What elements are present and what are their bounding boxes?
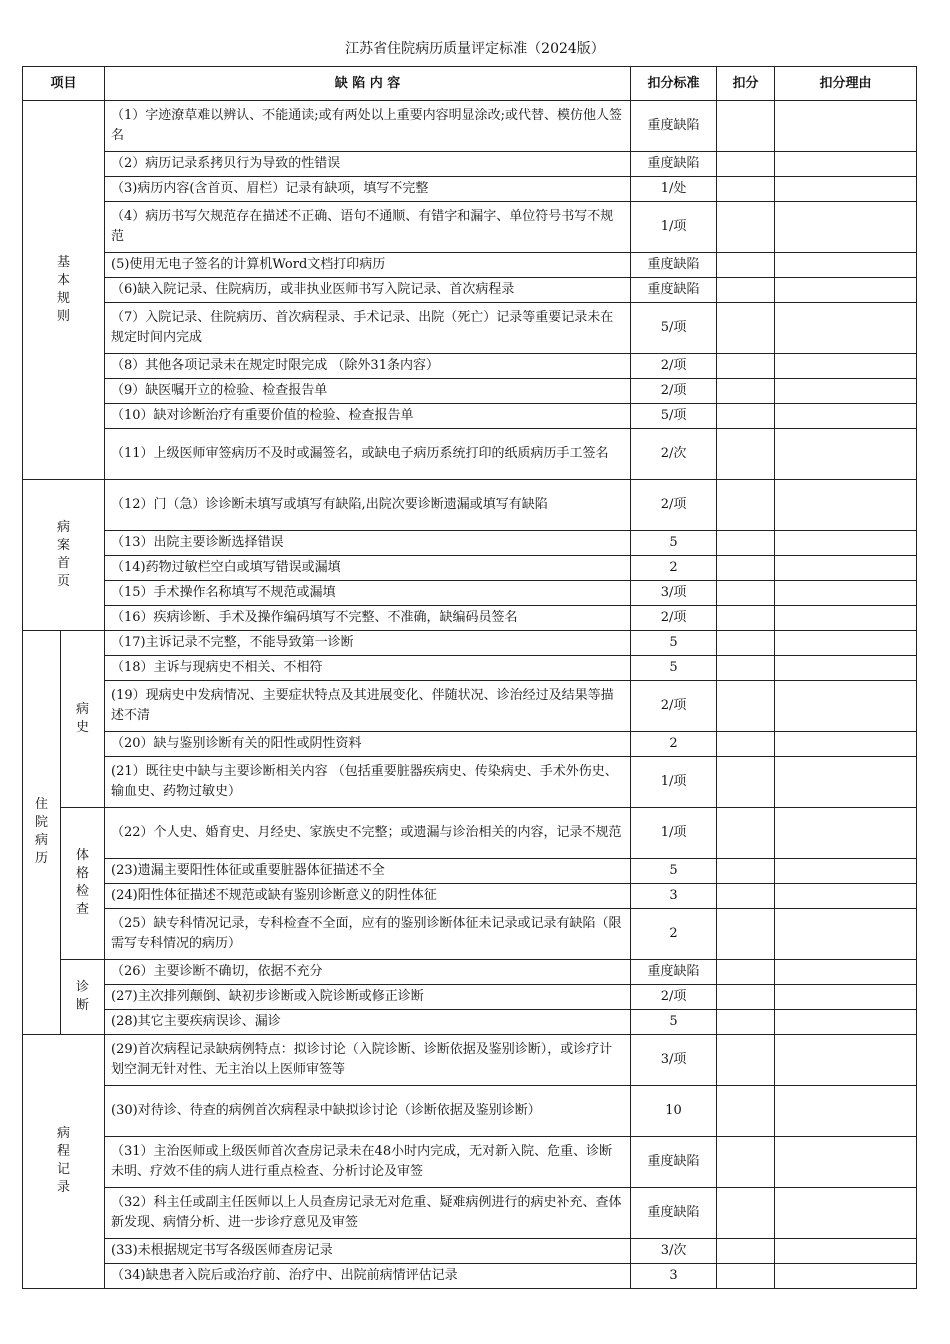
deduction-standard: 3	[631, 1264, 717, 1289]
deduction-score-cell[interactable]	[717, 253, 775, 278]
deduction-standard: 5/项	[631, 303, 717, 354]
deduction-reason-cell[interactable]	[775, 556, 917, 581]
deduction-reason-cell[interactable]	[775, 859, 917, 884]
deduction-score-cell[interactable]	[717, 985, 775, 1010]
deduction-score-cell[interactable]	[717, 581, 775, 606]
deduction-standard: 重度缺陷	[631, 278, 717, 303]
table-row	[23, 1239, 917, 1264]
defect-content: （13）出院主要诊断选择错误	[105, 531, 631, 556]
deduction-standard: 重度缺陷	[631, 1188, 717, 1239]
deduction-reason-cell[interactable]	[775, 202, 917, 253]
deduction-reason-cell[interactable]	[775, 631, 917, 656]
deduction-standard: 2	[631, 732, 717, 757]
deduction-reason-cell[interactable]	[775, 656, 917, 681]
deduction-standard: 重度缺陷	[631, 101, 717, 152]
deduction-reason-cell[interactable]	[775, 732, 917, 757]
table-row	[23, 985, 917, 1010]
table-row	[23, 1035, 917, 1086]
table-row	[23, 101, 917, 152]
deduction-standard: 2/项	[631, 480, 717, 531]
deduction-standard: 重度缺陷	[631, 253, 717, 278]
group-inpatient-record-label: 住院病历	[34, 797, 48, 866]
deduction-reason-cell[interactable]	[775, 884, 917, 909]
deduction-score-cell[interactable]	[717, 101, 775, 152]
defect-content: （31）主治医师或上级医师首次查房记录未在48小时内完成，无对新入院、危重、诊断未明、疗效不佳的病人进行重点检查、分析讨论及审签	[105, 1137, 631, 1188]
deduction-standard: 5	[631, 531, 717, 556]
deduction-score-cell[interactable]	[717, 656, 775, 681]
deduction-score-cell[interactable]	[717, 531, 775, 556]
deduction-score-cell[interactable]	[717, 732, 775, 757]
deduction-standard: 5	[631, 656, 717, 681]
deduction-score-cell[interactable]	[717, 606, 775, 631]
deduction-standard: 1/项	[631, 808, 717, 859]
deduction-score-cell[interactable]	[717, 379, 775, 404]
group-diagnosis-label: 诊断	[75, 979, 89, 1013]
deduction-standard: 2/项	[631, 354, 717, 379]
defect-content: （4）病历书写欠规范存在描述不正确、语句不通顺、有错字和漏字、单位符号书写不规范	[105, 202, 631, 253]
defect-content: （14)药物过敏栏空白或填写错误或漏填	[105, 556, 631, 581]
deduction-reason-cell[interactable]	[775, 1086, 917, 1137]
deduction-standard: 3/项	[631, 581, 717, 606]
deduction-score-cell[interactable]	[717, 631, 775, 656]
table-row	[23, 303, 917, 354]
deduction-reason-cell[interactable]	[775, 1264, 917, 1289]
deduction-score-cell[interactable]	[717, 1086, 775, 1137]
group-history-label: 病史	[75, 701, 89, 735]
deduction-standard: 10	[631, 1086, 717, 1137]
defect-content: （9）缺医嘱开立的检验、检查报告单	[105, 379, 631, 404]
table-row	[23, 531, 917, 556]
deduction-score-cell[interactable]	[717, 1264, 775, 1289]
header-content: 缺 陷 内 容	[105, 67, 631, 101]
group-course-record-label: 病程记录	[56, 1126, 70, 1195]
table-row	[23, 1137, 917, 1188]
defect-content: （16）疾病诊断、手术及操作编码填写不完整、不准确，缺编码员签名	[105, 606, 631, 631]
defect-content: （22）个人史、婚育史、月经史、家族史不完整；或遗漏与诊治相关的内容，记录不规范	[105, 808, 631, 859]
table-row	[23, 732, 917, 757]
group-course-record	[23, 1035, 105, 1289]
defect-content: (30)对待诊、待查的病例首次病程录中缺拟诊讨论（诊断依据及鉴别诊断）	[105, 1086, 631, 1137]
defect-content: (23)遗漏主要阳性体征或重要脏器体征描述不全	[105, 859, 631, 884]
group-basic-rules-label: 基本规则	[56, 254, 70, 324]
deduction-reason-cell[interactable]	[775, 429, 917, 480]
group-physical-exam-label: 体格检查	[75, 848, 89, 917]
deduction-score-cell[interactable]	[717, 1035, 775, 1086]
defect-content: (24)阳性体征描述不规范或缺有鉴别诊断意义的阴性体征	[105, 884, 631, 909]
deduction-standard: 5	[631, 1010, 717, 1035]
deduction-standard: 重度缺陷	[631, 960, 717, 985]
deduction-reason-cell[interactable]	[775, 757, 917, 808]
deduction-score-cell[interactable]	[717, 1188, 775, 1239]
deduction-standard: 2/项	[631, 985, 717, 1010]
deduction-standard: 2/次	[631, 429, 717, 480]
deduction-standard: 2/项	[631, 606, 717, 631]
deduction-reason-cell[interactable]	[775, 253, 917, 278]
deduction-score-cell[interactable]	[717, 859, 775, 884]
deduction-score-cell[interactable]	[717, 429, 775, 480]
defect-content: (5)使用无电子签名的计算机Word文档打印病历	[105, 253, 631, 278]
deduction-reason-cell[interactable]	[775, 379, 917, 404]
deduction-standard: 2	[631, 556, 717, 581]
deduction-score-cell[interactable]	[717, 556, 775, 581]
defect-content: （6)缺入院记录、住院病历，或非执业医师书写入院记录、首次病程录	[105, 278, 631, 303]
table-row	[23, 202, 917, 253]
table-row	[23, 429, 917, 480]
table-row	[23, 606, 917, 631]
deduction-reason-cell[interactable]	[775, 303, 917, 354]
deduction-score-cell[interactable]	[717, 909, 775, 960]
deduction-reason-cell[interactable]	[775, 1137, 917, 1188]
defect-content: （10）缺对诊断治疗有重要价值的检验、检查报告单	[105, 404, 631, 429]
group-inpatient-record	[23, 631, 61, 1035]
deduction-reason-cell[interactable]	[775, 606, 917, 631]
group-front-page	[23, 480, 105, 631]
table-row	[23, 354, 917, 379]
defect-content: (33)未根据规定书写各级医师查房记录	[105, 1239, 631, 1264]
defect-content: （15）手术操作名称填写不规范或漏填	[105, 581, 631, 606]
deduction-standard: 1/处	[631, 177, 717, 202]
defect-content: (29)首次病程记录缺病例特点：拟诊讨论（入院诊断、诊断依据及鉴别诊断），或诊疗计划空洞无针对性、无主治以上医师审签等	[105, 1035, 631, 1086]
group-history	[61, 631, 105, 808]
deduction-score-cell[interactable]	[717, 1239, 775, 1264]
deduction-reason-cell[interactable]	[775, 581, 917, 606]
table-row	[23, 859, 917, 884]
defect-content: （20）缺与鉴别诊断有关的阳性或阴性资料	[105, 732, 631, 757]
deduction-reason-cell[interactable]	[775, 101, 917, 152]
deduction-reason-cell[interactable]	[775, 404, 917, 429]
table-row	[23, 1264, 917, 1289]
deduction-score-cell[interactable]	[717, 808, 775, 859]
header-standard: 扣分标准	[631, 67, 717, 101]
defect-content: （34)缺患者入院后或治疗前、治疗中、出院前病情评估记录	[105, 1264, 631, 1289]
deduction-standard: 3/次	[631, 1239, 717, 1264]
table-row	[23, 1188, 917, 1239]
defect-content: (19）现病史中发病情况、主要症状特点及其进展变化、伴随状况、诊治经过及结果等描述不清	[105, 681, 631, 732]
table-row	[23, 556, 917, 581]
defect-content: (21）既往史中缺与主要诊断相关内容 （包括重要脏器疾病史、传染病史、手术外伤史、输血史、药物过敏史）	[105, 757, 631, 808]
deduction-reason-cell[interactable]	[775, 1188, 917, 1239]
deduction-reason-cell[interactable]	[775, 1239, 917, 1264]
deduction-reason-cell[interactable]	[775, 681, 917, 732]
deduction-score-cell[interactable]	[717, 177, 775, 202]
defect-content: （26）主要诊断不确切，依据不充分	[105, 960, 631, 985]
defect-content: （12）门（急）诊诊断未填写或填写有缺陷,出院次要诊断遗漏或填写有缺陷	[105, 480, 631, 531]
deduction-score-cell[interactable]	[717, 681, 775, 732]
deduction-reason-cell[interactable]	[775, 480, 917, 531]
deduction-standard: 5/项	[631, 404, 717, 429]
table-row	[23, 152, 917, 177]
deduction-score-cell[interactable]	[717, 480, 775, 531]
table-row	[23, 177, 917, 202]
deduction-reason-cell[interactable]	[775, 1035, 917, 1086]
deduction-reason-cell[interactable]	[775, 808, 917, 859]
deduction-score-cell[interactable]	[717, 960, 775, 985]
deduction-standard: 3/项	[631, 1035, 717, 1086]
deduction-reason-cell[interactable]	[775, 177, 917, 202]
table-row	[23, 1010, 917, 1035]
defect-content: （2）病历记录系拷贝行为导致的性错误	[105, 152, 631, 177]
defect-content: （18）主诉与现病史不相关、不相符	[105, 656, 631, 681]
defect-content: （25）缺专科情况记录，专科检查不全面，应有的鉴别诊断体征未记录或记录有缺陷（限需写专科情况的病历）	[105, 909, 631, 960]
defect-content: （8）其他各项记录未在规定时限完成 （除外31条内容）	[105, 354, 631, 379]
deduction-score-cell[interactable]	[717, 354, 775, 379]
defect-content: (28)其它主要疾病误诊、漏诊	[105, 1010, 631, 1035]
deduction-score-cell[interactable]	[717, 303, 775, 354]
defect-content: (27)主次排列颠倒、缺初步诊断或入院诊断或修正诊断	[105, 985, 631, 1010]
header-item: 项目	[23, 67, 105, 101]
deduction-standard: 3	[631, 884, 717, 909]
deduction-standard: 2/项	[631, 379, 717, 404]
group-basic-rules	[23, 101, 105, 480]
deduction-reason-cell[interactable]	[775, 531, 917, 556]
table-row	[23, 960, 917, 985]
defect-content: （1）字迹潦草难以辨认、不能通读;或有两处以上重要内容明显涂改;或代替、模仿他人签名	[105, 101, 631, 152]
scoring-table	[22, 66, 917, 1289]
group-physical-exam	[61, 808, 105, 960]
table-row	[23, 656, 917, 681]
group-front-page-label: 病案首页	[56, 519, 70, 589]
group-diagnosis	[61, 960, 105, 1035]
table-row	[23, 278, 917, 303]
deduction-score-cell[interactable]	[717, 757, 775, 808]
deduction-reason-cell[interactable]	[775, 152, 917, 177]
deduction-score-cell[interactable]	[717, 404, 775, 429]
deduction-reason-cell[interactable]	[775, 354, 917, 379]
deduction-reason-cell[interactable]	[775, 960, 917, 985]
deduction-score-cell[interactable]	[717, 152, 775, 177]
header-row	[23, 67, 917, 101]
table-row	[23, 909, 917, 960]
defect-content: （11）上级医师审签病历不及时或漏签名，或缺电子病历系统打印的纸质病历手工签名	[105, 429, 631, 480]
document-title: 江苏省住院病历质量评定标准（2024版）	[345, 41, 605, 57]
deduction-reason-cell[interactable]	[775, 985, 917, 1010]
table-row	[23, 808, 917, 859]
deduction-standard: 1/项	[631, 202, 717, 253]
deduction-standard: 重度缺陷	[631, 152, 717, 177]
defect-content: （17)主诉记录不完整，不能导致第一诊断	[105, 631, 631, 656]
table-row	[23, 253, 917, 278]
deduction-standard: 5	[631, 631, 717, 656]
defect-content: （32）科主任或副主任医师以上人员查房记录无对危重、疑难病例进行的病史补充、查体新发现、病情分析、进一步诊疗意见及审签	[105, 1188, 631, 1239]
table-row	[23, 631, 917, 656]
table-row	[23, 1086, 917, 1137]
header-reason: 扣分理由	[775, 67, 917, 101]
deduction-score-cell[interactable]	[717, 1010, 775, 1035]
table-row	[23, 757, 917, 808]
deduction-standard: 重度缺陷	[631, 1137, 717, 1188]
table-row	[23, 379, 917, 404]
deduction-standard: 2/项	[631, 681, 717, 732]
table-row	[23, 681, 917, 732]
deduction-standard: 1/项	[631, 757, 717, 808]
deduction-standard: 5	[631, 859, 717, 884]
table-row	[23, 480, 917, 531]
table-body	[23, 101, 917, 1289]
deduction-score-cell[interactable]	[717, 278, 775, 303]
deduction-reason-cell[interactable]	[775, 909, 917, 960]
table-row	[23, 404, 917, 429]
table-row	[23, 884, 917, 909]
header-deduction: 扣分	[717, 67, 775, 101]
deduction-score-cell[interactable]	[717, 884, 775, 909]
defect-content: （3)病历内容(含首页、眉栏）记录有缺项，填写不完整	[105, 177, 631, 202]
deduction-score-cell[interactable]	[717, 202, 775, 253]
deduction-score-cell[interactable]	[717, 1137, 775, 1188]
deduction-standard: 2	[631, 909, 717, 960]
deduction-reason-cell[interactable]	[775, 278, 917, 303]
table-row	[23, 581, 917, 606]
deduction-reason-cell[interactable]	[775, 1010, 917, 1035]
defect-content: （7）入院记录、住院病历、首次病程录、手术记录、出院（死亡）记录等重要记录未在规定时间内完成	[105, 303, 631, 354]
